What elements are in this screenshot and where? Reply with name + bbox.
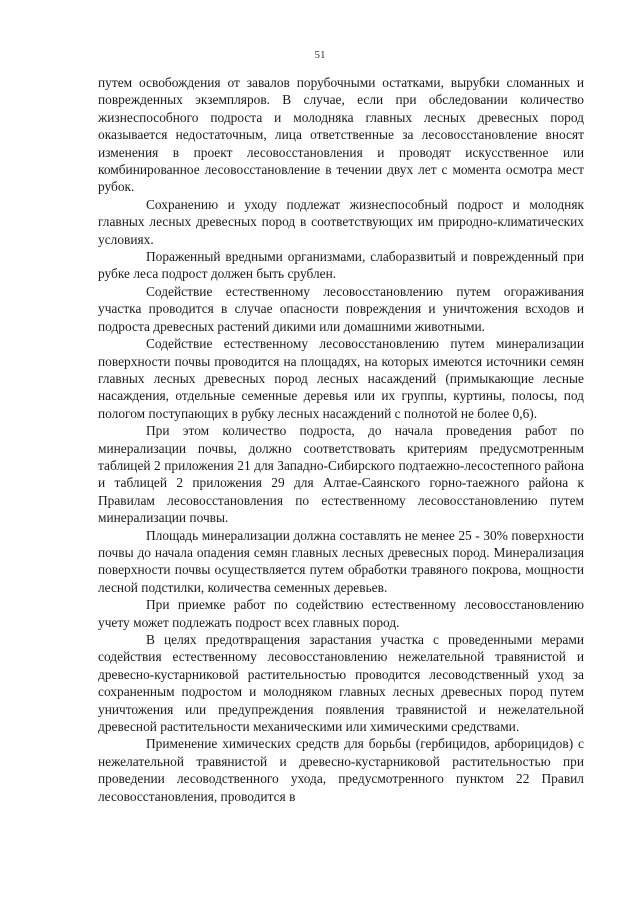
paragraph: Содействие естественному лесовосстановлению путем огораживания участка проводится в случае опасности повреждения и уничтожения всходов и подроста древесных растений дикими или домашними животными. [98,283,584,334]
paragraph: Применение химических средств для борьбы (гербицидов, арборицидов) с нежелательной травянистой и древесно-кустарниковой растительностью при проведении лесоводственного ухода, предусмотренного пунктом 22 Правил лесовосстановления, проводится в [98,736,584,804]
paragraph-continuation: путем освобождения от завалов порубочными остатками, вырубки сломанных и поврежденных экземпляров. В случае, если при обследовании количество жизнеспособного подроста и молодняка главных лесных древесных пород оказывается недостаточным, лица ответственные за лесовосстановление вносят изменения в проект лесовосстановления и проводят искусственное или комбинированное лесовосстановление в течении двух лет с момента осмотра мест рубок. [98,75,584,195]
paragraph: При этом количество подроста, до начала проведения работ по минерализации почвы, должно соответствовать критериям предусмотренным таблицей 2 приложения 21 для Западно-Сибирского подтаежно-лесостепного района и таблицей 2 приложения 29 для Алтае-Саянского горно-таежного района к Правилам лесовосстановления по естественному лесовосстановлению путем минерализации почвы. [98,423,584,526]
paragraph: При приемке работ по содействию естественному лесовосстановлению учету может подлежать подрост всех главных пород. [98,597,584,630]
paragraph: Пораженный вредными организмами, слаборазвитый и поврежденный при рубке леса подрост должен быть срублен. [98,249,584,282]
paragraph: Сохранению и уходу подлежат жизнеспособный подрост и молодняк главных лесных древесных пород в соответствующих им природно-климатических условиях. [98,196,584,247]
paragraph: Площадь минерализации должна составлять не менее 25 - 30% поверхности почвы до начала опадения семян главных лесных древесных пород. Минерализация поверхности почвы осуществляется путем обработки травяного покрова, мощности лесной подстилки, количества семенных деревьев. [98,527,584,595]
page-body [98,74,584,805]
paragraph: Содействие естественному лесовосстановлению путем минерализации поверхности почвы проводится на площадях, на которых имеются источники семян главных лесных древесных пород лесных насаждений (примыкающие лесные насаждения, отдельные семенные деревья или их группы, куртины, полосы, под пологом поступающих в рубку лесных насаждений с полнотой не более 0,6). [98,336,584,421]
paragraph: В целях предотвращения зарастания участка с проведенными мерами содействия естественному лесовосстановлению нежелательной травянистой и древесно-кустарниковой растительностью проводится лесоводственный уход за сохраненным подростом и молодняком главных лесных древесных пород путем уничтожения или предупреждения появления травянистой и нежелательной древесной растительности механическими или химическими средствами. [98,632,584,735]
page-number: 51 [314,49,326,61]
